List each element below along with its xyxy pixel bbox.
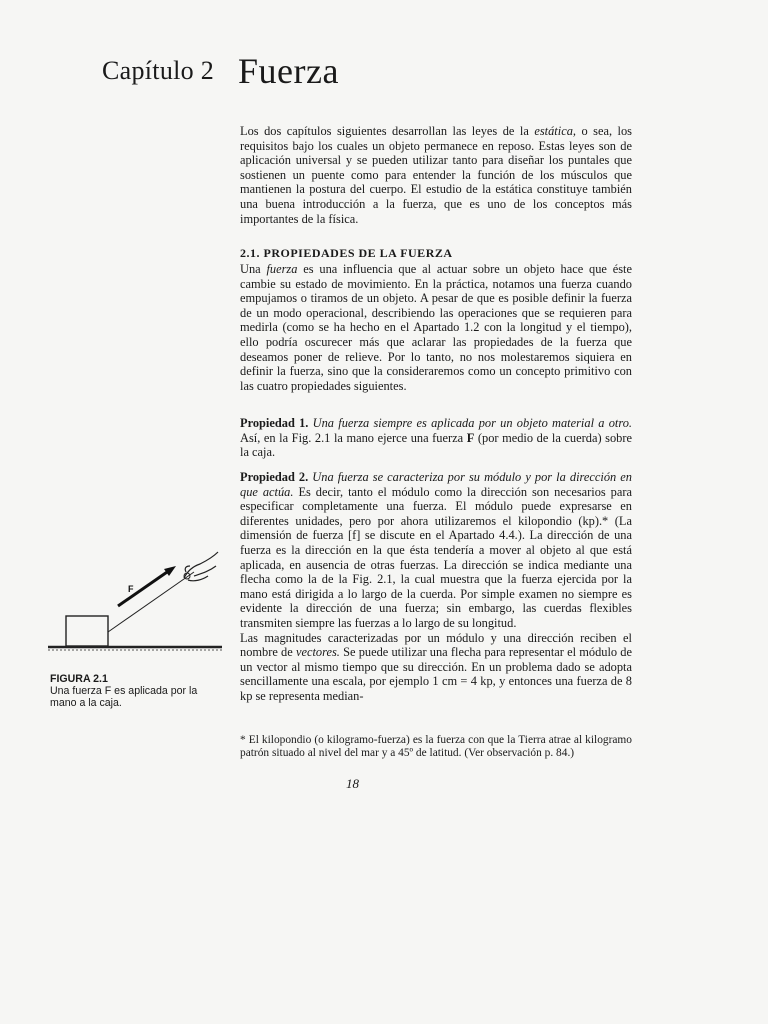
property-2-paragraph: [240, 470, 632, 704]
intro-text-a: Los dos capítulos siguientes desarrollan las leyes de la: [240, 124, 535, 138]
intro-paragraph: [240, 124, 632, 226]
page-number: 18: [346, 776, 359, 791]
intro-text-b: o sea, los requisitos bajo los cuales un objeto permanece en reposo. Estas leyes son de aplicación universal y se pueden utilizar tanto para diseñar los puntales que sostienen un puente como para entender la función de los músculos que mantienen la postura del cuerpo. El estudio de la estática constituye también una buena introducción a la fuerza, que es uno de los conceptos más importantes de la física.: [240, 124, 633, 226]
chapter-label: Capítulo 2: [102, 56, 215, 85]
vectors-italic: vectores.: [295, 645, 340, 660]
property-2-statement: Una fuerza se caracteriza por su módulo y por la dirección en que actúa.: [240, 470, 632, 499]
box: [66, 616, 108, 646]
figure-caption-text: Una fuerza F es aplicada por la mano a la caja.: [50, 685, 198, 709]
property-1-label: Propiedad 1.: [240, 416, 309, 430]
property-1-paragraph: [240, 416, 632, 460]
box-rope-hand-illustration: [48, 540, 224, 652]
hand: [184, 552, 218, 581]
section-heading: 2.1. PROPIEDADES DE LA FUERZA: [240, 246, 453, 260]
vectors-text-b: Se puede utilizar una flecha para representar el módulo de un vector al mismo tiempo que su dirección. En un problema dado se adopta sencillamente una escala, por ejemplo 1 cm = 4 kp, y entonces una fuerza de 8 kp se representa median-: [240, 645, 633, 703]
intro-italic: estática,: [534, 124, 576, 138]
vectors-text-a: Las magnitudes caracterizadas por un módulo y una dirección reciben el nombre de: [240, 630, 632, 660]
section-text-a: Una: [240, 262, 267, 276]
property-1-text-a: Así, en la Fig. 2.1 la mano ejerce una fuerza: [240, 430, 467, 445]
footnote-text: * El kilopondio (o kilogramo-fuerza) es la fuerza con que la Tierra atrae al kilogramo patrón situado al nivel del mar y a 45º de latitud. (Ver observación p. 84.): [240, 734, 632, 760]
force-label: F: [128, 584, 134, 594]
chapter-title: Fuerza: [238, 51, 339, 91]
property-2-text: Es decir, tanto el módulo como la dirección son necesarios para especificar completamente una fuerza. El módulo puede expresarse en diferentes unidades, pero por ahora utilizaremos el kilopondio (kp).* (La dimensión de fuerza [f] se discute en el Apartado 4.4.). La dirección de una fuerza es la dirección en la que ésta tendería a mover al objeto al que está aplicada, en ausencia de otras fuerzas. La dirección se indica mediante una flecha como la de la Fig. 2.1, la cual muestra que la fuerza ejercida por la mano está dirigida a lo largo de la cuerda. Por simple examen no siempre es evidente la dirección de una fuerza; sin embargo, las cuerdas flexibles transmiten siempre las fuerzas a lo largo de su longitud.: [240, 484, 633, 630]
property-1-text-b: (por medio de la cuerda) sobre la caja.: [240, 430, 632, 460]
property-1-statement: Una fuerza siempre es aplicada por un objeto material a otro.: [308, 416, 633, 430]
section-text-b: es una influencia que al actuar sobre un objeto hace que éste cambie su estado de movimiento. En la práctica, notamos una fuerza cuando empujamos o tiramos de un objeto. A pesar de que es posible definir la fuerza de un modo operacional, describiendo las operaciones que se requieren para medirla (como se ha hecho en el Apartado 1.2 con la longitud y el tiempo), ello podría oscurecer más que aclarar las propiedades de la fuerza que deseamos poner de relieve. Por lo tanto, no nos molestaremos siquiera en definir la fuerza, sino que la consideraremos como un concepto primitivo con las cuatro propiedades siguientes.: [240, 262, 632, 393]
section-paragraph: [240, 262, 632, 393]
property-2-label: Propiedad 2.: [240, 470, 309, 484]
figure-2-1: [48, 540, 224, 652]
footnote: [240, 734, 632, 761]
figure-caption: [50, 673, 218, 709]
rope: [108, 572, 194, 632]
property-1-bold-f: F: [466, 430, 475, 445]
force-arrow-shaft: [118, 570, 170, 606]
section-italic: fuerza: [266, 262, 298, 276]
figure-caption-label: FIGURA 2.1: [50, 673, 108, 685]
